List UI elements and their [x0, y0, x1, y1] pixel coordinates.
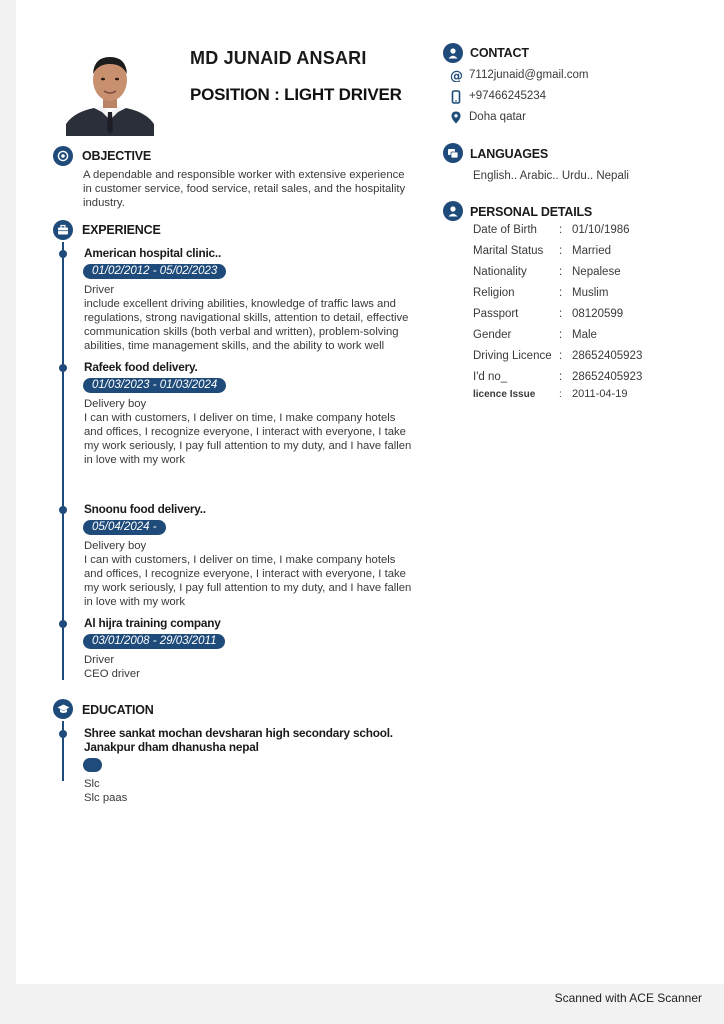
resume-page — [16, 0, 724, 984]
personal-row: Driving Licence : 28652405923 — [473, 350, 643, 362]
personal-value: Married — [572, 245, 611, 257]
job-company: Rafeek food delivery. — [84, 360, 198, 374]
job-line: I can with customers, I deliver on time, I make company hotels — [84, 554, 396, 566]
personal-row: Nationality : Nepalese — [473, 266, 621, 278]
job-line: CEO driver — [84, 668, 140, 680]
job-description — [84, 283, 408, 353]
personal-value: 28652405923 — [572, 371, 643, 383]
timeline-dot — [59, 506, 67, 514]
education-heading: EDUCATION — [82, 703, 154, 717]
timeline-dot — [59, 250, 67, 258]
personal-value: 28652405923 — [572, 350, 643, 362]
job-line: include excellent driving abilities, knowledge of traffic laws and — [84, 298, 396, 310]
personal-row: Marital Status : Married — [473, 245, 611, 257]
personal-value: 2011-04-19 — [572, 388, 628, 400]
job-dates: 05/04/2024 - — [83, 520, 166, 535]
job-company: Snoonu food delivery.. — [84, 502, 206, 516]
job-role: Delivery boy — [84, 398, 147, 410]
objective-line: in customer service, food service, retail sales, and the hospitality — [83, 183, 406, 195]
timeline-dot — [59, 730, 67, 738]
languages-list: English.. Arabic.. Urdu.. Nepali — [473, 170, 629, 182]
timeline-dot — [59, 620, 67, 628]
education-result: Slc paas — [84, 792, 128, 804]
education-date-pill — [83, 758, 102, 772]
job-line: and offices, I recognize everyone, I interact with everyone, I take — [84, 426, 406, 438]
job-line: and offices, I recognize everyone, I interact with everyone, I take — [84, 568, 406, 580]
objective-line: A dependable and responsible worker with extensive experience — [83, 169, 405, 181]
job-line: regulations, strong navigational skills, attention to detail, effective — [84, 312, 409, 324]
school-line: Shree sankat mochan devsharan high secondary school. — [84, 726, 393, 740]
personal-row: Passport : 08120599 — [473, 308, 624, 320]
objective-line: industry. — [83, 197, 125, 209]
personal-label: Date of Birth — [473, 224, 537, 236]
objective-icon — [53, 146, 73, 166]
personal-label: Religion — [473, 287, 515, 299]
job-line: abilities, time management skills, and the ability to work well — [84, 340, 385, 352]
job-line: in love with my work — [84, 596, 186, 608]
personal-row: licence Issue : 2011-04-19 — [473, 388, 628, 400]
contact-email: 7112junaid@gmail.com — [469, 69, 589, 81]
job-company: Al hijra training company — [84, 616, 221, 630]
job-role: Driver — [84, 654, 115, 666]
objective-heading: OBJECTIVE — [82, 149, 152, 163]
personal-row: I'd no_ : 28652405923 — [473, 371, 643, 383]
school-name — [84, 726, 393, 754]
job-dates: 03/01/2008 - 29/03/2011 — [83, 634, 225, 649]
at-icon — [449, 68, 463, 82]
education-icon — [53, 699, 73, 719]
languages-icon — [443, 143, 463, 163]
contact-location: Doha qatar — [469, 111, 526, 123]
personal-label: Passport — [473, 308, 519, 320]
profile-photo — [66, 50, 154, 136]
personal-label: Nationality — [473, 266, 527, 278]
job-line: communication skills (both verbal and written), problem-solving — [84, 326, 399, 338]
job-line: my work seriously, I pay full attention to my duty, and I have fallen — [84, 582, 412, 594]
experience-timeline — [62, 242, 64, 680]
position-title: POSITION : LIGHT DRIVER — [190, 85, 402, 104]
education-details — [84, 777, 127, 805]
personal-label: Gender — [473, 329, 512, 341]
phone-icon — [451, 90, 461, 104]
personal-label: licence Issue — [473, 389, 536, 400]
job-line: in love with my work — [84, 454, 186, 466]
svg-text:@: @ — [450, 69, 463, 82]
job-company: American hospital clinic.. — [84, 246, 222, 260]
job-line: my work seriously, I pay full attention to my duty, and I have fallen — [84, 440, 412, 452]
job-line: I can with customers, I deliver on time, I make company hotels — [84, 412, 396, 424]
full-name: MD JUNAID ANSARI — [190, 48, 367, 68]
school-line: Janakpur dham dhanusha nepal — [84, 740, 259, 754]
personal-label: I'd no_ — [473, 371, 508, 383]
job-description — [84, 397, 411, 467]
job-description — [84, 653, 140, 681]
timeline-dot — [59, 364, 67, 372]
experience-heading: EXPERIENCE — [82, 223, 161, 237]
experience-icon — [53, 220, 73, 240]
personal-details-icon — [443, 201, 463, 221]
job-role: Driver — [84, 284, 115, 296]
contact-phone: +97466245234 — [469, 90, 547, 102]
personal-label: Marital Status — [473, 245, 544, 257]
personal-value: Nepalese — [572, 266, 621, 278]
personal-value: 08120599 — [572, 308, 624, 320]
contact-heading: CONTACT — [470, 46, 529, 60]
personal-details-heading: PERSONAL DETAILS — [470, 205, 593, 219]
personal-row: Date of Birth : 01/10/1986 — [473, 224, 630, 236]
contact-icon — [443, 43, 463, 63]
objective-text — [83, 168, 405, 210]
scanner-watermark: Scanned with ACE Scanner — [554, 991, 702, 1005]
job-dates: 01/03/2023 - 01/03/2024 — [83, 378, 226, 393]
personal-row: Gender : Male — [473, 329, 597, 341]
job-dates: 01/02/2012 - 05/02/2023 — [83, 264, 226, 279]
job-description — [84, 539, 411, 609]
personal-value: Muslim — [572, 287, 609, 299]
job-role: Delivery boy — [84, 540, 147, 552]
location-pin-icon — [451, 111, 461, 124]
personal-value: 01/10/1986 — [572, 224, 630, 236]
personal-value: Male — [572, 329, 597, 341]
languages-heading: LANGUAGES — [470, 147, 549, 161]
personal-label: Driving Licence — [473, 350, 552, 362]
personal-row: Religion : Muslim — [473, 287, 609, 299]
education-degree: Slc — [84, 778, 100, 790]
